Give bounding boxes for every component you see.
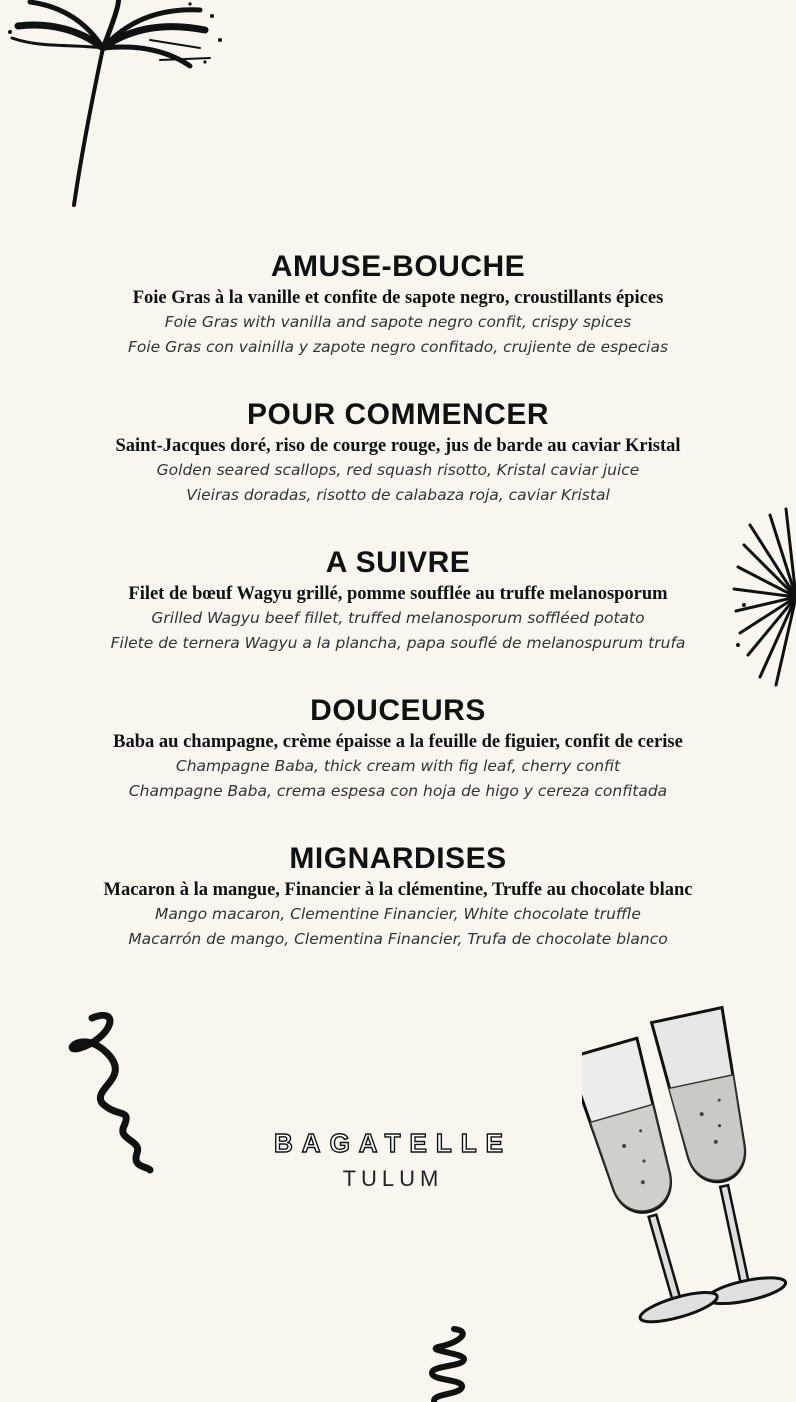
dish-english: Grilled Wagyu beef fillet, truffed melanosporum soffléed potato bbox=[151, 609, 645, 627]
course-title: POUR COMMENCER bbox=[246, 398, 549, 431]
brand-name: BAGATELLE bbox=[274, 1128, 512, 1158]
dish-spanish: Foie Gras con vainilla y zapote negro confitado, crujiente de especias bbox=[127, 338, 669, 356]
course-title: AMUSE-BOUCHE bbox=[270, 250, 526, 283]
course-title: DOUCEURS bbox=[310, 694, 486, 727]
dish-spanish: Vieiras doradas, risotto de calabaza roja, caviar Kristal bbox=[186, 486, 610, 504]
champagne-flutes-icon bbox=[582, 1002, 796, 1327]
palm-firework-icon bbox=[0, 0, 240, 215]
course-amuse-bouche bbox=[0, 248, 796, 360]
dish-english: Foie Gras with vanilla and sapote negro confit, crispy spices bbox=[164, 313, 632, 331]
dish-french: Saint-Jacques doré, riso de courge rouge, jus de barde au caviar Kristal bbox=[115, 436, 681, 456]
dish-french: Filet de bœuf Wagyu grillé, pomme soufflée au truffe melanosporum bbox=[128, 584, 668, 604]
streamer-icon bbox=[424, 1325, 474, 1402]
dish-english: Mango macaron, Clementine Financier, White chocolate truffle bbox=[155, 905, 641, 923]
dish-english: Champagne Baba, thick cream with fig leaf, cherry confit bbox=[175, 757, 621, 775]
dish-spanish: Filete de ternera Wagyu a la plancha, papa souflé de melanospurum trufa bbox=[110, 634, 686, 652]
dish-french: Baba au champagne, crème épaisse a la feuille de figuier, confit de cerise bbox=[113, 732, 683, 752]
course-title: A SUIVRE bbox=[325, 546, 471, 579]
course-title: MIGNARDISES bbox=[289, 842, 507, 875]
course-mignardises bbox=[0, 840, 796, 952]
dish-english: Golden seared scallops, red squash risotto, Kristal caviar juice bbox=[156, 461, 640, 479]
course-douceurs bbox=[0, 692, 796, 804]
course-pour-commencer bbox=[0, 396, 796, 508]
menu bbox=[0, 248, 796, 988]
dish-french: Macaron à la mangue, Financier à la clémentine, Truffe au chocolate blanc bbox=[103, 880, 693, 900]
dish-french: Foie Gras à la vanille et confite de sapote negro, croustillants épices bbox=[132, 288, 664, 308]
dish-spanish: Champagne Baba, crema espesa con hoja de higo y cereza confitada bbox=[128, 782, 668, 800]
course-a-suivre bbox=[0, 544, 796, 656]
dish-spanish: Macarrón de mango, Clementina Financier, Trufa de chocolate blanco bbox=[128, 930, 668, 948]
brand-location: TULUM bbox=[342, 1166, 444, 1191]
